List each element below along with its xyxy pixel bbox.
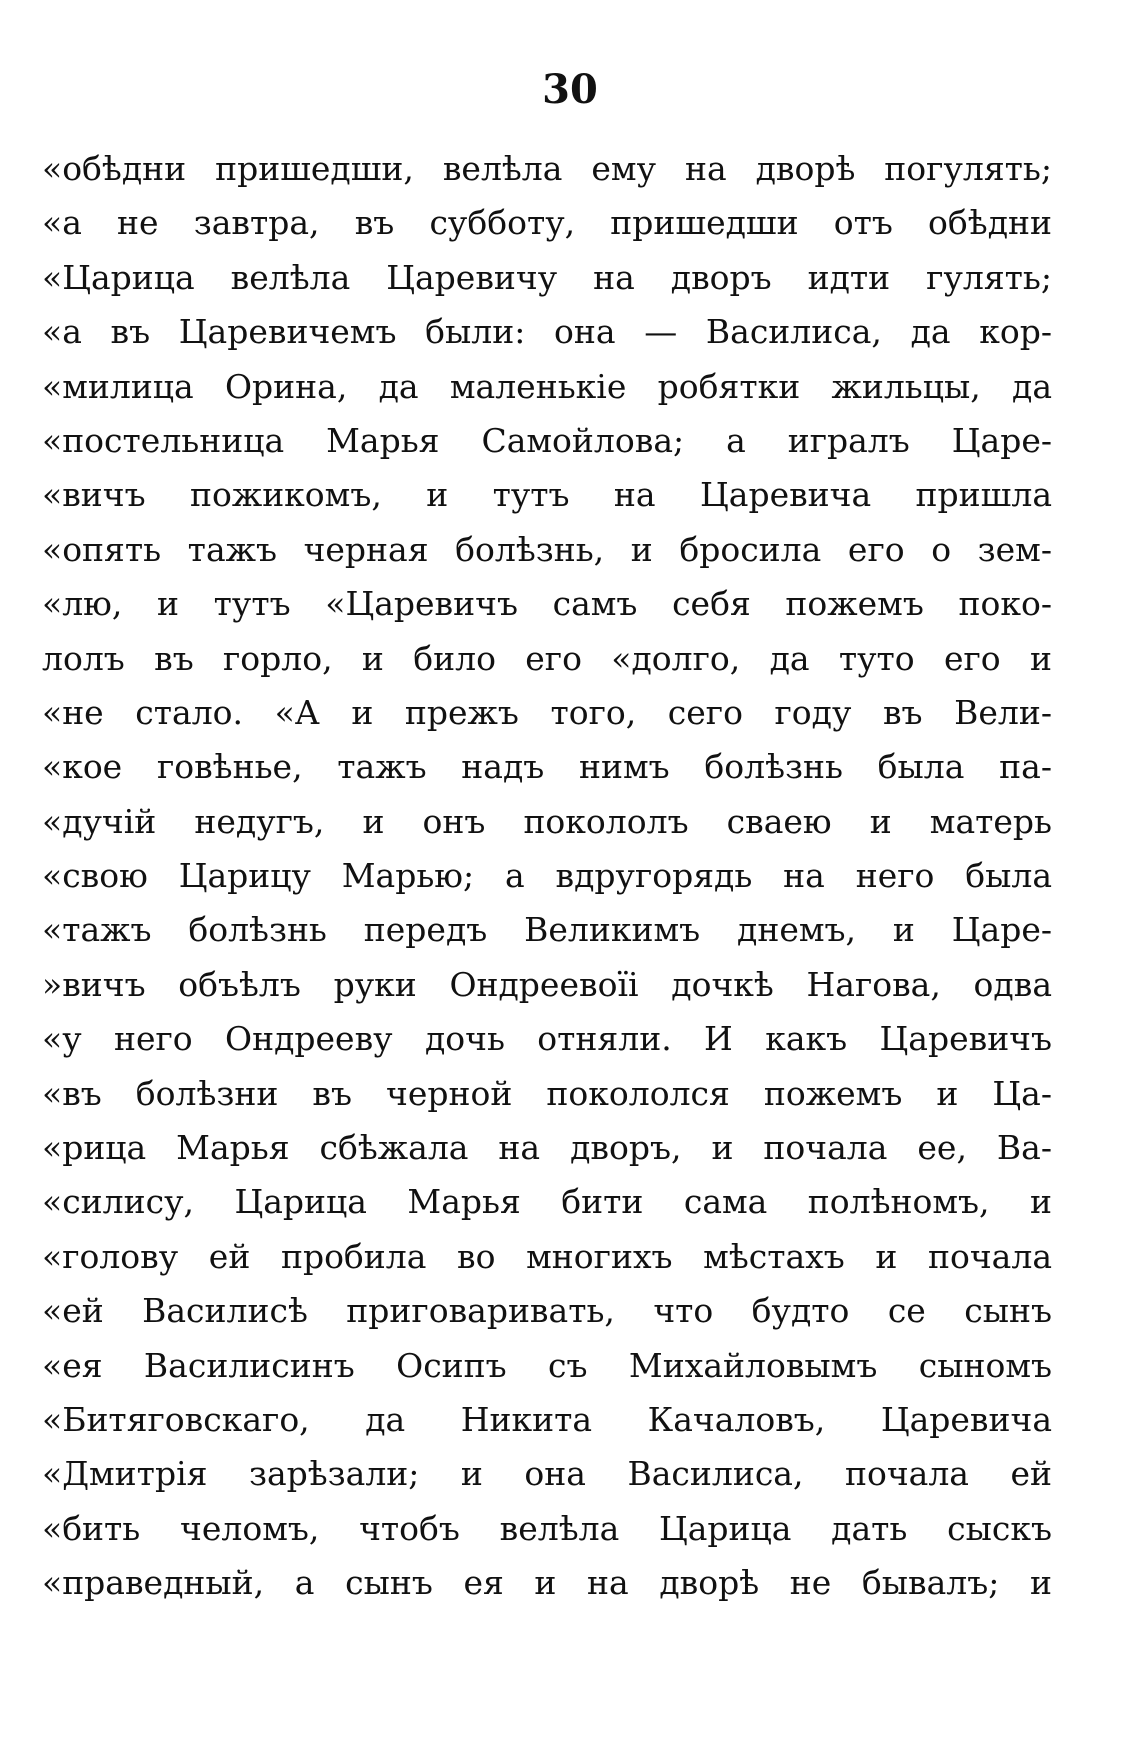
text-line-13: «дучій недугъ, и онъ покололъ сваею и матерь xyxy=(42,801,1052,841)
text-line-11: «не стало. «А и прежъ того, сего году въ Вели- xyxy=(42,692,1052,732)
text-line-27: «праведный, а сынъ ея и на дворѣ не бывалъ; и xyxy=(42,1563,1052,1603)
text-line-21: «голову ей пробила во многихъ мѣстахъ и почала xyxy=(42,1236,1052,1276)
text-line-9: «лю, и тутъ «Царевичъ самъ себя пожемъ поко- xyxy=(42,584,1052,624)
text-line-2: «а не завтра, въ субботу, пришедши отъ обѣдни xyxy=(42,203,1052,243)
text-line-17: «у него Ондрееву дочь отняли. И какъ Царевичъ xyxy=(42,1019,1052,1059)
text-line-25: «Дмитрія зарѣзали; и она Василиса, почала ей xyxy=(42,1454,1052,1494)
text-line-10: лолъ въ горло, и било его «долго, да туто его и xyxy=(42,638,1052,678)
text-line-6: «постельница Марья Самойлова; а игралъ Царе- xyxy=(42,420,1052,460)
text-line-8: «опять тажъ черная болѣзнь, и бросила его о зем- xyxy=(42,529,1052,569)
page-body-text xyxy=(42,142,1052,1611)
text-line-5: «милица Орина, да маленькіе робятки жильцы, да xyxy=(42,366,1052,406)
text-line-26: «бить челомъ, чтобъ велѣла Царица дать сыскъ xyxy=(42,1508,1052,1548)
text-line-12: «кое говѣнье, тажъ надъ нимъ болѣзнь была па- xyxy=(42,747,1052,787)
page-number: 30 xyxy=(542,66,598,113)
text-line-16: »вичъ объѣлъ руки Ондреевоїі дочкѣ Нагова, одва xyxy=(42,964,1052,1004)
text-line-15: «тажъ болѣзнь передъ Великимъ днемъ, и Царе- xyxy=(42,910,1052,950)
text-line-4: «а въ Царевичемъ были: она — Василиса, да кор- xyxy=(42,312,1052,352)
text-line-19: «рица Марья сбѣжала на дворъ, и почала ее, Ва- xyxy=(42,1128,1052,1168)
text-line-20: «силису, Царица Марья бити сама полѣномъ, и xyxy=(42,1182,1052,1222)
text-line-24: «Битяговскаго, да Никита Качаловъ, Царевича xyxy=(42,1399,1052,1439)
text-line-14: «свою Царицу Марью; а вдругорядь на него была xyxy=(42,856,1052,896)
text-line-18: «въ болѣзни въ черной покололся пожемъ и Ца- xyxy=(42,1073,1052,1113)
text-line-7: «вичъ пожикомъ, и тутъ на Царевича пришла xyxy=(42,475,1052,515)
text-line-23: «ея Василисинъ Осипъ съ Михайловымъ сыномъ xyxy=(42,1345,1052,1385)
text-line-22: «ей Василисѣ приговаривать, что будто се сынъ xyxy=(42,1291,1052,1331)
text-line-3: «Царица велѣла Царевичу на дворъ идти гулять; xyxy=(42,257,1052,297)
text-line-1: «обѣдни пришедши, велѣла ему на дворѣ погулять; xyxy=(42,149,1052,188)
